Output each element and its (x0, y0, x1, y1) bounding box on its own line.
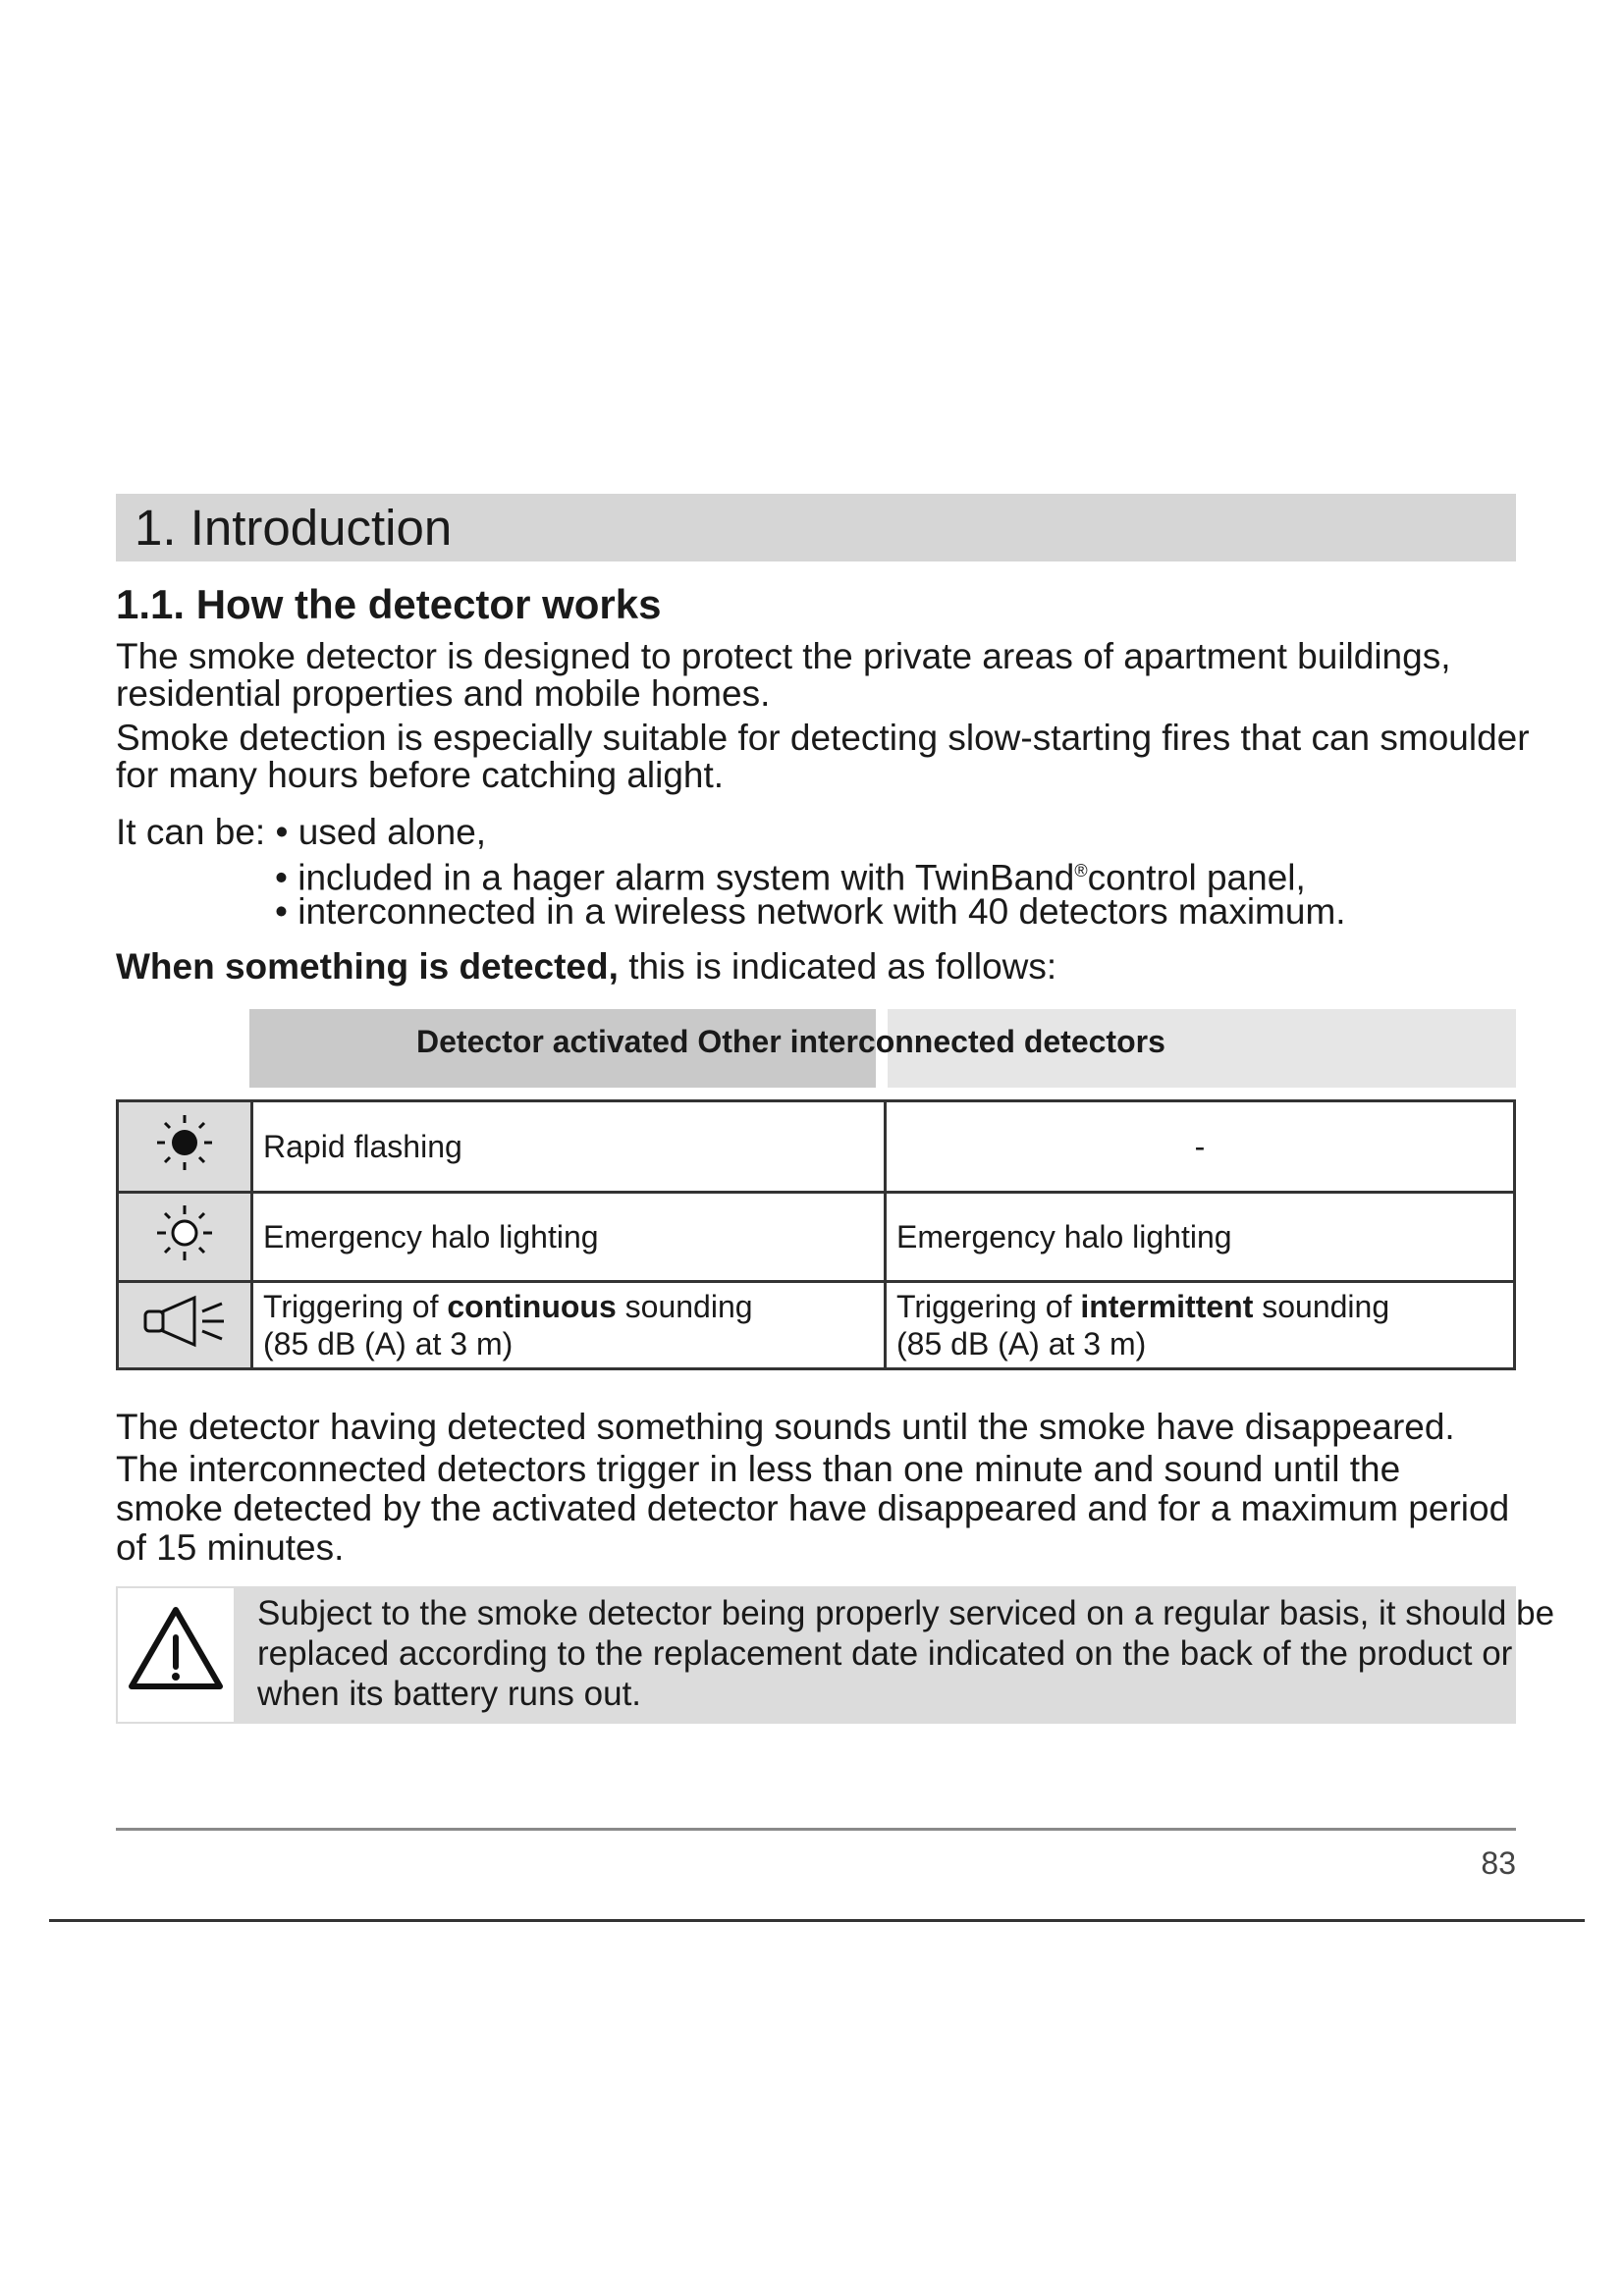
after-table-paragraph-1: The detector having detected something sounds until the smoke have disappeared. (116, 1407, 1455, 1447)
row3-other-pre: Triggering of (896, 1289, 1072, 1324)
usage-bullet-2-tail: control panel, (1087, 857, 1306, 898)
usage-lead: It can be: (116, 812, 266, 852)
detected-rest: this is indicated as follows: (628, 946, 1057, 987)
siren-icon (118, 1282, 252, 1369)
warning-triangle-icon (118, 1588, 234, 1722)
row3-other-post: sounding (1262, 1289, 1390, 1324)
page-bottom-rule (49, 1919, 1585, 1922)
usage-bullet-1: used alone, (298, 812, 487, 852)
row3-activated (252, 1282, 886, 1369)
row3-activated-bold: continuous (447, 1289, 617, 1324)
row2-other: Emergency halo lighting (886, 1193, 1515, 1282)
usage-bullet-3: interconnected in a wireless network with 40 detectors maximum. (298, 891, 1346, 932)
detected-bold: When something is detected, (116, 946, 619, 987)
registered-mark: ® (1074, 861, 1088, 881)
indication-table (116, 1099, 1516, 1370)
table-row (118, 1282, 1515, 1369)
usage-bullet-2: included in a hager alarm system with TwinBand (298, 857, 1075, 898)
bullet-dot: • (275, 891, 288, 932)
halo-light-icon (118, 1193, 252, 1282)
detected-intro (116, 945, 1056, 988)
row1-other: - (886, 1101, 1515, 1193)
row2-activated: Emergency halo lighting (252, 1193, 886, 1282)
intro-paragraph-1: The smoke detector is designed to protect the private areas of apartment buildings, residential properties and mobile homes. (116, 636, 1451, 714)
bullet-dot: • (275, 812, 289, 852)
warning-text: Subject to the smoke detector being properly serviced on a regular basis, it should be replaced according to the replacement date indicated on the back of the product or when its battery runs out. (257, 1594, 1555, 1713)
row3-other-bold: intermittent (1080, 1289, 1254, 1324)
warning-icon-cell (116, 1586, 236, 1724)
bullet-dot: • (275, 857, 288, 898)
row3-other (886, 1282, 1515, 1369)
usage-line-3 (275, 892, 1346, 932)
table-row (118, 1101, 1515, 1193)
usage-line-1 (116, 813, 486, 852)
row3-activated-post: sounding (624, 1289, 753, 1324)
page-number: 83 (1481, 1845, 1516, 1881)
section-title: 1. Introduction (135, 500, 453, 556)
footer-rule (116, 1828, 1516, 1831)
after-table-paragraph-2: The interconnected detectors trigger in less than one minute and sound until the smoke detected by the activated detector have disappeared and for a maximum period of 15 minutes. (116, 1449, 1510, 1568)
row3-other-level: (85 dB (A) at 3 m) (896, 1326, 1147, 1362)
intro-paragraph-2: Smoke detection is especially suitable for detecting slow-starting fires that can smoulder for many hours before catching alight. (116, 718, 1530, 795)
table-header: Detector activated Other interconnected detectors (416, 1024, 1165, 1059)
row3-activated-pre: Triggering of (263, 1289, 439, 1324)
subsection-title: 1.1. How the detector works (116, 581, 662, 627)
row1-activated: Rapid flashing (252, 1101, 886, 1193)
table-row (118, 1193, 1515, 1282)
row3-activated-level: (85 dB (A) at 3 m) (263, 1326, 514, 1362)
flashing-light-icon (118, 1101, 252, 1193)
